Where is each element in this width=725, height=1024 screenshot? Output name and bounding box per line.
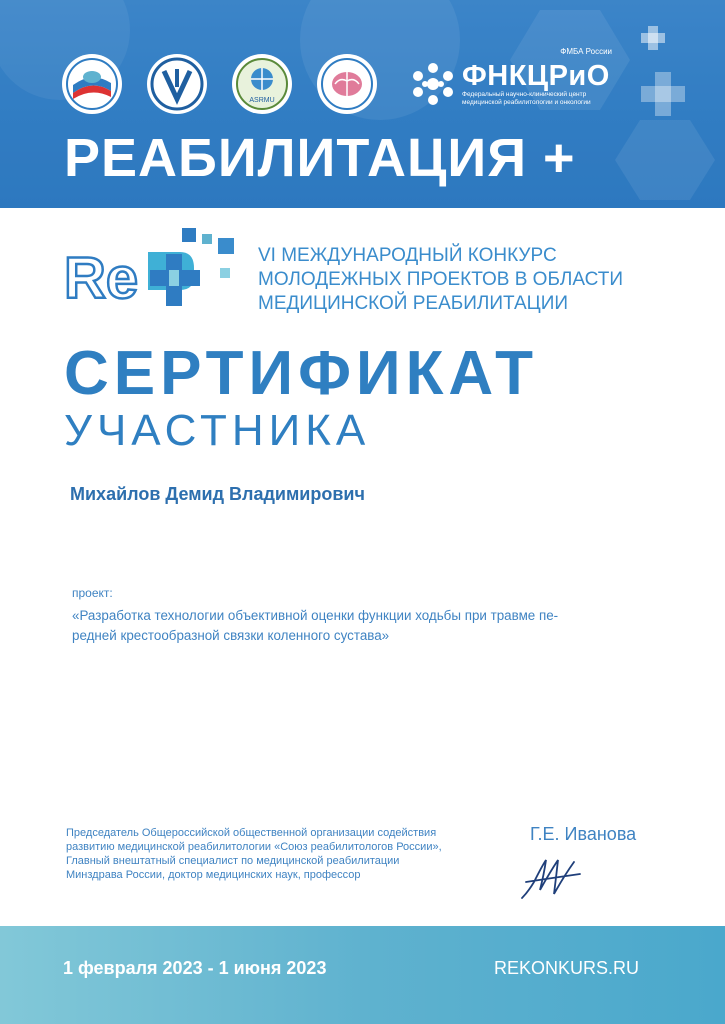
banner-title: РЕАБИЛИТАЦИЯ + [64, 128, 576, 188]
contest-title-line-1: VI МЕЖДУНАРОДНЫЙ КОНКУРС [258, 245, 557, 266]
globe-emblem-icon [235, 57, 289, 111]
contest-dates: 1 февраля 2023 - 1 июня 2023 [63, 958, 327, 978]
contest-title-line-2: МОЛОДЕЖНЫХ ПРОЕКТОВ В ОБЛАСТИ [258, 269, 623, 290]
re-plus-logo [62, 228, 242, 320]
signer-line-2: развитию медицинской реабилитологии «Союз реабилитологов России», [66, 841, 442, 853]
logo-brain [317, 54, 377, 114]
partner-logos [62, 47, 612, 116]
globe-flag-emblem-icon [65, 57, 119, 111]
brain-emblem-icon [320, 57, 374, 111]
handwritten-signature [516, 852, 586, 904]
footer-banner [0, 926, 725, 1024]
fnkc-logo [410, 47, 612, 107]
signer-line-3: Главный внештатный специалист по медицинской реабилитации [66, 855, 400, 867]
signer-position [66, 826, 516, 882]
fnkc-brand: ФНКЦРиО [462, 60, 610, 92]
signer-name: Г.Е. Иванова [530, 824, 637, 844]
header-banner [0, 0, 725, 208]
fmba-label: ФМБА России [560, 47, 612, 56]
logo-globe-flag [62, 54, 122, 114]
certificate-subtitle: УЧАСТНИКА [64, 406, 371, 455]
contest-title [258, 244, 688, 316]
participant-name: Михайлов Демид Владимирович [70, 484, 365, 504]
logo-university [147, 54, 207, 114]
certificate-title: СЕРТИФИКАТ [64, 339, 538, 408]
project-title-line-1: «Разработка технологии объективной оценки функции ходьбы при травме пе- [72, 608, 559, 623]
re-logo-text: Re [64, 246, 139, 311]
signer-line-4: Минздрава России, доктор медицинских наук, профессор [66, 869, 361, 881]
project-title-line-2: редней крестообразной связки коленного сустава» [72, 628, 390, 643]
molecule-logo-icon [410, 61, 456, 107]
contest-website: REKONKURS.RU [494, 958, 640, 978]
fnkc-subtitle: Федеральный научно-клинический центр медицинской реабилитологии и онкологии [462, 91, 591, 106]
signer-line-1: Председатель Общероссийской общественной организации содействия [66, 827, 437, 839]
asrmu-label: ASRMU [249, 97, 275, 104]
logo-asrmu [232, 54, 292, 114]
project-title [72, 606, 662, 646]
contest-title-line-3: МЕДИЦИНСКОЙ РЕАБИЛИТАЦИИ [258, 293, 569, 314]
university-emblem-icon [150, 57, 204, 111]
project-label: проект: [72, 586, 113, 600]
